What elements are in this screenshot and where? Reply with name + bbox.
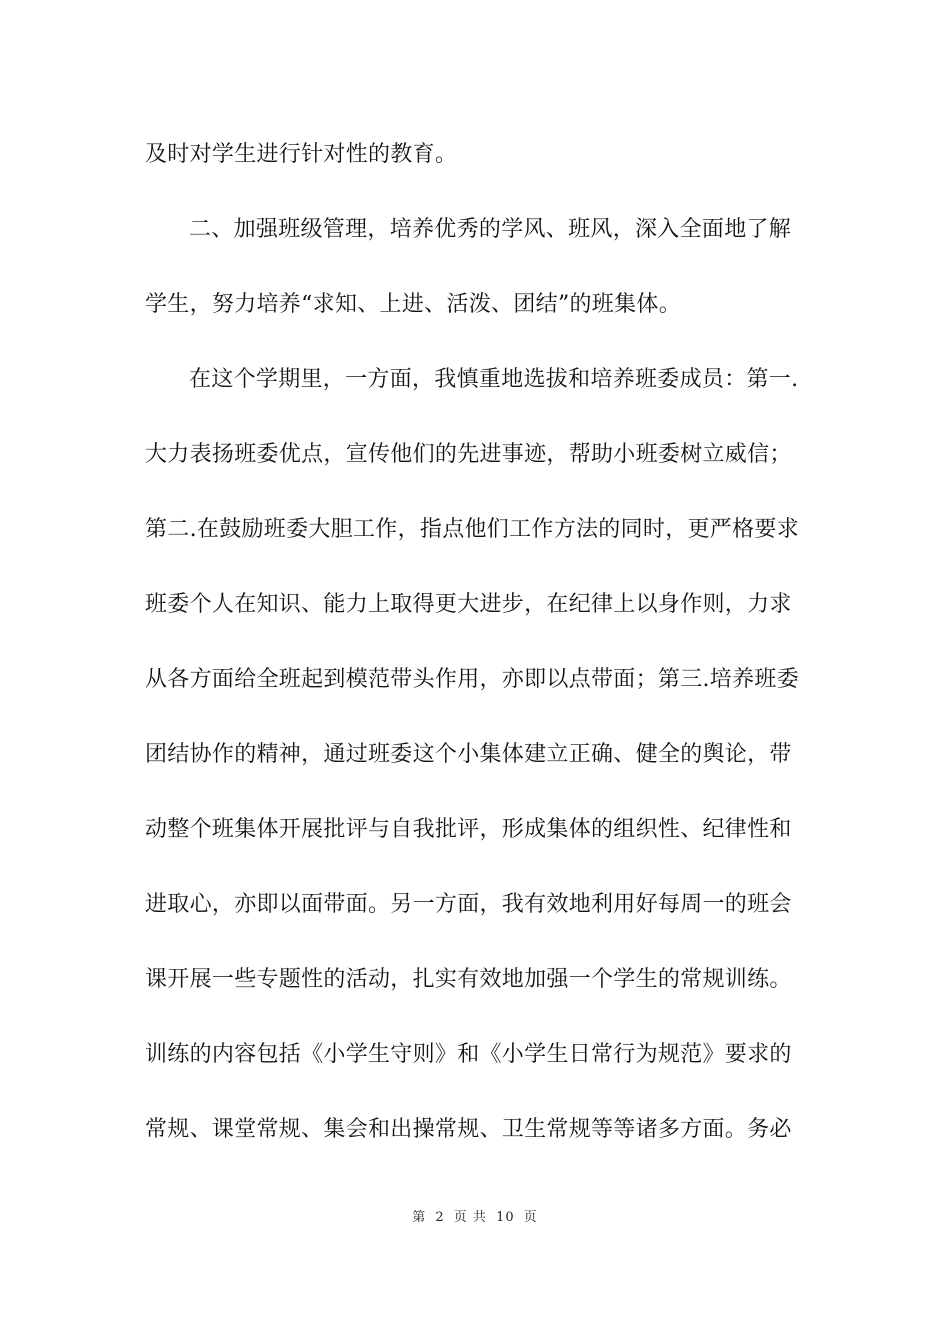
text-line-2-section-heading: 二、加强班级管理，培养优秀的学风、班风，深入全面地了解: [189, 217, 792, 242]
text-line-9: 团结协作的精神，通过班委这个小集体建立正确、健全的舆论，带: [145, 742, 792, 767]
text-line-14: 常规、课堂常规、集会和出操常规、卫生常规等等诸多方面。务必: [145, 1117, 792, 1142]
text-line-1: 及时对学生进行针对性的教育。: [145, 142, 458, 167]
text-line-6: 第二.在鼓励班委大胆工作，指点他们工作方法的同时，更严格要求: [145, 517, 799, 542]
text-line-10: 动整个班集体开展批评与自我批评，形成集体的组织性、纪律性和: [145, 817, 792, 842]
body-text: [145, 131, 810, 1181]
page-footer: [0, 1206, 950, 1225]
text-line-12: 课开展一些专题性的活动，扎实有效地加强一个学生的常规训练。: [145, 967, 792, 992]
page-label-prefix: 第: [412, 1210, 427, 1225]
total-pages-number: 10: [496, 1210, 515, 1225]
text-line-11: 进取心，亦即以面带面。另一方面，我有效地利用好每周一的班会: [145, 892, 792, 917]
text-line-5: 大力表扬班委优点，宣传他们的先进事迹，帮助小班委树立威信；: [145, 442, 792, 467]
page-label-suffix: 页: [523, 1210, 538, 1225]
page-label-mid: 页 共: [453, 1210, 487, 1225]
text-line-13: 训练的内容包括《小学生守则》和《小学生日常行为规范》要求的: [145, 1042, 792, 1067]
current-page-number: 2: [435, 1210, 445, 1225]
text-line-3: 学生，努力培养“求知、上进、活泼、团结”的班集体。: [145, 292, 681, 317]
text-line-7: 班委个人在知识、能力上取得更大进步，在纪律上以身作则，力求: [145, 592, 792, 617]
text-line-8: 从各方面给全班起到模范带头作用，亦即以点带面；第三.培养班委: [145, 667, 799, 692]
text-line-4-paragraph-start: 在这个学期里，一方面，我慎重地选拔和培养班委成员：第一.: [189, 367, 799, 392]
